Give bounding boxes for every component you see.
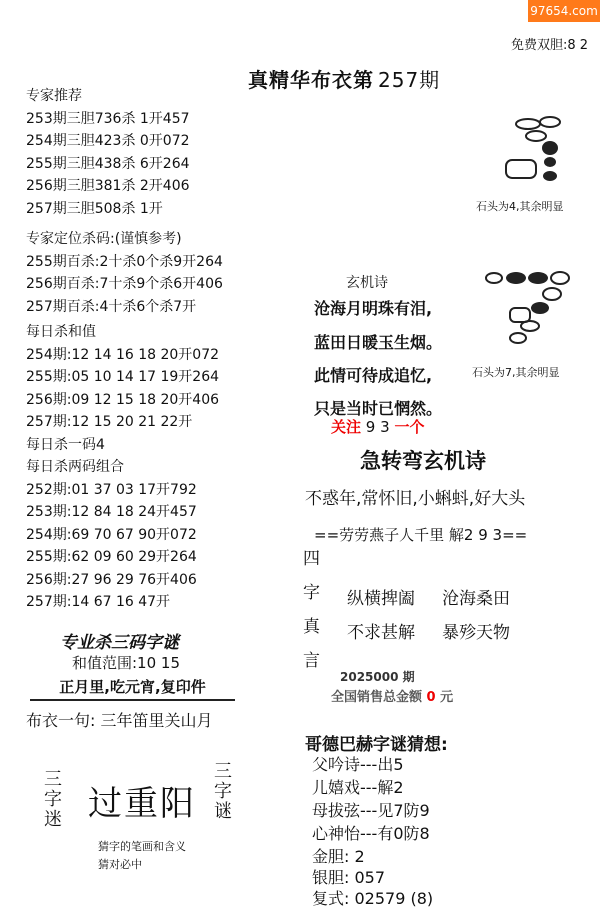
list-item: 254期三胆423杀 0开072 (26, 133, 190, 149)
goldbach-item: 母拔弦---见7防9 (312, 801, 430, 820)
title-issue: 257期 (378, 68, 441, 92)
bu-yi-sentence: 布衣一句: 三年笛里关山月 (26, 711, 213, 730)
list-item: 256期:09 12 15 18 20开406 (26, 391, 220, 408)
list-item: 253期三胆736杀 1开457 (26, 110, 190, 127)
answer-line: ==劳劳燕子人千里 解2 9 3== (314, 526, 528, 544)
poem-line: 蓝田日暖玉生烟。 (314, 333, 443, 352)
goldbach-title: 哥德巴赫字谜猜想: (305, 735, 448, 755)
boxed-riddle-line: 正月里,吃元宵,复印件 (30, 676, 235, 701)
list-item: 255期:05 10 14 17 19开264 (26, 369, 220, 385)
list-item: 257期:12 15 20 21 22开 (26, 414, 193, 430)
four-char-label: 字 (303, 583, 320, 603)
stone-figure-7-icon (482, 268, 582, 348)
focus-prefix: 关注 (331, 418, 362, 436)
riddle-line: 不惑年,常怀旧,小蝌蚪,好大头 (305, 489, 526, 509)
three-code-riddle-title: 专业杀三码字谜 (60, 633, 179, 653)
list-item: 254期:12 14 16 18 20开072 (26, 346, 220, 363)
stone-figure-4-icon (498, 112, 578, 192)
idiom: 不求甚解 (347, 623, 415, 643)
site-badge[interactable]: 97654.com (528, 0, 600, 22)
list-item: 257期:14 67 16 47开 (26, 594, 171, 610)
list-item: 255期百杀:2十杀0个杀9开264 (26, 253, 223, 270)
right-vertical-label: 三字谜 (214, 761, 232, 822)
goldbach-item: 心神怡---有0防8 (312, 824, 430, 843)
free-double-code: 免费双胆:8 2 (510, 38, 588, 53)
sum-kill-section (26, 321, 219, 614)
list-item: 257期百杀:4十杀6个杀7开 (26, 298, 197, 315)
image-caption: 石头为7,其余明显 (472, 366, 560, 379)
hint-line: 猜字的笔画和含义 (98, 840, 186, 853)
four-char-label: 言 (303, 651, 320, 671)
two-code-heading: 每日杀两码组合 (26, 459, 124, 475)
position-kill-section (26, 228, 223, 318)
turn-poem-title: 急转弯玄机诗 (360, 449, 486, 473)
sum-range: 和值范围:10 15 (72, 654, 180, 672)
poem-line: 此情可待成追忆, (314, 366, 433, 385)
poem-line: 只是当时已惘然。 (314, 399, 443, 418)
list-item: 252期:01 37 03 17开792 (26, 481, 197, 498)
left-vertical-label: 三字迷 (44, 769, 62, 830)
title-main: 真精华布衣第 (248, 68, 374, 92)
list-item: 257期三胆508杀 1开 (26, 200, 163, 217)
one-code-kill: 每日杀一码4 (26, 436, 105, 453)
focus-line (331, 416, 424, 437)
goldbach-item: 复式: 02579 (8) (312, 889, 434, 908)
riddle-word: 过重阳 (88, 784, 196, 824)
position-kill-heading: 专家定位杀码:(谨慎参考) (26, 231, 182, 247)
four-char-label: 四 (303, 549, 320, 569)
sales-unit: 元 (440, 690, 454, 705)
list-item: 255期:62 09 60 29开264 (26, 549, 197, 565)
goldbach-item: 金胆: 2 (312, 847, 365, 866)
list-item: 256期:27 96 29 76开406 (26, 571, 197, 588)
list-item: 255期三胆438杀 6开264 (26, 155, 190, 172)
page-title (248, 64, 440, 93)
focus-numbers: 9 3 (365, 418, 390, 436)
sales-prefix: 全国销售总金额 (331, 690, 423, 705)
poem-line: 沧海月明珠有泪, (314, 299, 433, 318)
four-char-label: 真 (303, 617, 320, 637)
sales-total (331, 686, 453, 705)
poem-label: 玄机诗 (346, 275, 388, 291)
goldbach-item: 父吟诗---出5 (312, 755, 404, 774)
list-item: 256期三胆381杀 2开406 (26, 178, 190, 194)
idiom: 沧海桑田 (442, 589, 510, 609)
period-label: 2025000 期 (340, 670, 415, 684)
list-item: 256期百杀:7十杀9个杀6开406 (26, 276, 223, 292)
list-item: 254期:69 70 67 90开072 (26, 526, 197, 543)
sales-amount: 0 (426, 690, 436, 705)
focus-suffix: 一个 (394, 418, 425, 436)
goldbach-item: 儿嬉戏---解2 (312, 778, 404, 797)
image-caption: 石头为4,其余明显 (476, 200, 564, 213)
goldbach-item: 银胆: 057 (312, 868, 386, 887)
idiom: 暴殄天物 (442, 623, 510, 643)
expert-section (26, 85, 190, 220)
idiom: 纵横捭阖 (347, 589, 415, 609)
expert-heading: 专家推荐 (26, 88, 82, 104)
sum-kill-heading: 每日杀和值 (26, 324, 96, 340)
hint-line: 猜对必中 (98, 858, 142, 871)
list-item: 253期:12 84 18 24开457 (26, 504, 197, 520)
